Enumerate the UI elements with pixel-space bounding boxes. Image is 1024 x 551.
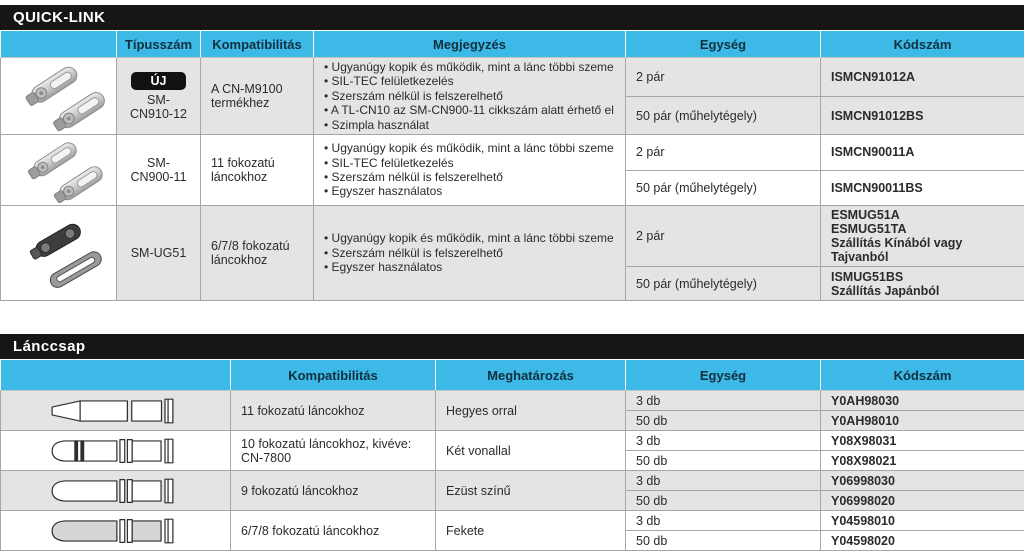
- unit-cell: 2 pár: [626, 58, 821, 97]
- code-value: ISMCN91012A: [831, 70, 1014, 84]
- product-photo-cell: [1, 135, 117, 206]
- note-bullet: • A TL-CN10 az SM-CN900-11 cikkszám alatt érhető el: [324, 103, 615, 117]
- code-value: ISMCN91012BS: [831, 109, 1014, 123]
- type-cell: SM-CN900-11: [117, 135, 201, 206]
- table-row: [1, 471, 1024, 491]
- note-bullet: • Ugyanúgy kopik és működik, mint a lánc többi szeme: [324, 141, 615, 155]
- lanccsap-header-row: [1, 360, 1024, 391]
- lanccsap-table: [0, 359, 1024, 551]
- quicklink-title-bar: [0, 5, 1024, 30]
- chain-pin-drawing-cell: [1, 471, 231, 511]
- code-cell: Y08X98031: [821, 431, 1024, 451]
- code-cell: Y04598010: [821, 511, 1024, 531]
- code-column-header: Kódszám: [821, 31, 1024, 58]
- product-photo-cell: [1, 58, 117, 135]
- unit-cell: 50 db: [626, 451, 821, 471]
- quicklink-table: [0, 30, 1024, 301]
- note-bullet: • SIL-TEC felületkezelés: [324, 74, 615, 88]
- compatibility-cell: 6/7/8 fokozatú láncokhoz: [231, 511, 436, 551]
- unit-cell: 3 db: [626, 511, 821, 531]
- compatibility-cell: 6/7/8 fokozatú láncokhoz: [201, 206, 314, 301]
- code-cell: [821, 267, 1024, 301]
- compatibility-cell: A CN-M9100 termékhez: [201, 58, 314, 135]
- code-cell: [821, 206, 1024, 267]
- chain-pin-drawing-cell: [1, 431, 231, 471]
- code-cell: [821, 135, 1024, 171]
- notes-cell: [314, 206, 626, 301]
- unit-column-header: Egység: [626, 31, 821, 58]
- code-cell: Y06998020: [821, 491, 1024, 511]
- note-bullet: • Szerszám nélkül is felszerelhető: [324, 170, 615, 184]
- code-value: ESMUG51TA: [831, 222, 1014, 236]
- type-cell: [117, 58, 201, 135]
- note-bullet: • Szerszám nélkül is felszerelhető: [324, 89, 615, 103]
- new-badge: ÚJ: [131, 72, 187, 90]
- unit-cell: 3 db: [626, 391, 821, 411]
- code-column-header: Kódszám: [821, 360, 1024, 391]
- chain-pin-black-drawing: [41, 517, 191, 545]
- code-cell: Y0AH98010: [821, 411, 1024, 431]
- table-row: [1, 431, 1024, 451]
- code-note: Szállítás Japánból: [831, 284, 1014, 298]
- unit-column-header: Egység: [626, 360, 821, 391]
- note-bullet: • Ugyanúgy kopik és működik, mint a lánc többi szeme: [324, 231, 615, 245]
- unit-cell: 3 db: [626, 471, 821, 491]
- chain-pin-pointed-drawing: [41, 397, 191, 425]
- compatibility-cell: 11 fokozatú láncokhoz: [201, 135, 314, 206]
- quick-link-photo: [11, 137, 123, 203]
- table-row: [1, 58, 1024, 97]
- unit-cell: 50 pár (műhelytégely): [626, 170, 821, 206]
- image-column-header: [1, 31, 117, 58]
- table-row: [1, 511, 1024, 531]
- code-cell: [821, 58, 1024, 97]
- chain-pin-drawing-cell: [1, 511, 231, 551]
- definition-cell: Két vonallal: [436, 431, 626, 471]
- chain-pin-two-lines-drawing: [41, 437, 191, 465]
- notes-cell: [314, 58, 626, 135]
- quicklink-header-row: [1, 31, 1024, 58]
- unit-cell: 2 pár: [626, 135, 821, 171]
- compatibility-column-header: Kompatibilitás: [201, 31, 314, 58]
- note-bullet: • Egyszer használatos: [324, 184, 615, 198]
- table-row: [1, 391, 1024, 411]
- type-number: SM-CN910-12: [127, 93, 190, 121]
- definition-cell: Hegyes orral: [436, 391, 626, 431]
- lanccsap-title: Lánccsap: [13, 338, 85, 355]
- chain-pin-silver-drawing: [41, 477, 191, 505]
- code-value: ISMUG51BS: [831, 270, 1014, 284]
- quick-link-photo-dark: [11, 215, 123, 292]
- code-value: ISMCN90011BS: [831, 181, 1014, 195]
- unit-cell: 50 db: [626, 411, 821, 431]
- notes-column-header: Megjegyzés: [314, 31, 626, 58]
- definition-cell: Ezüst színű: [436, 471, 626, 511]
- unit-cell: 50 db: [626, 491, 821, 511]
- compatibility-column-header: Kompatibilitás: [231, 360, 436, 391]
- note-bullet: • Egyszer használatos: [324, 260, 615, 274]
- image-column-header: [1, 360, 231, 391]
- code-cell: Y08X98021: [821, 451, 1024, 471]
- chain-pin-drawing-cell: [1, 391, 231, 431]
- code-value: ESMUG51A: [831, 208, 1014, 222]
- note-bullet: • Ugyanúgy kopik és működik, mint a lánc többi szeme: [324, 60, 615, 74]
- code-cell: [821, 97, 1024, 135]
- note-bullet: • Szerszám nélkül is felszerelhető: [324, 246, 615, 260]
- table-row: [1, 135, 1024, 171]
- unit-cell: 50 pár (műhelytégely): [626, 97, 821, 135]
- unit-cell: 50 db: [626, 531, 821, 551]
- code-cell: Y06998030: [821, 471, 1024, 491]
- definition-cell: Fekete: [436, 511, 626, 551]
- compatibility-cell: 9 fokozatú láncokhoz: [231, 471, 436, 511]
- code-cell: Y04598020: [821, 531, 1024, 551]
- definition-column-header: Meghatározás: [436, 360, 626, 391]
- quicklink-title: QUICK-LINK: [13, 9, 105, 26]
- quick-link-photo: [11, 61, 123, 131]
- product-photo-cell: [1, 206, 117, 301]
- unit-cell: 3 db: [626, 431, 821, 451]
- type-column-header: Típusszám: [117, 31, 201, 58]
- compatibility-cell: 11 fokozatú láncokhoz: [231, 391, 436, 431]
- notes-cell: [314, 135, 626, 206]
- note-bullet: • Szimpla használat: [324, 118, 615, 132]
- code-cell: [821, 170, 1024, 206]
- type-cell: SM-UG51: [117, 206, 201, 301]
- code-cell: Y0AH98030: [821, 391, 1024, 411]
- compatibility-cell: 10 fokozatú láncokhoz, kivéve: CN-7800: [231, 431, 436, 471]
- table-row: [1, 206, 1024, 267]
- unit-cell: 2 pár: [626, 206, 821, 267]
- code-value: ISMCN90011A: [831, 145, 1014, 159]
- lanccsap-title-bar: [0, 334, 1024, 359]
- unit-cell: 50 pár (műhelytégely): [626, 267, 821, 301]
- code-note: Szállítás Kínából vagy Tajvanból: [831, 236, 1014, 264]
- note-bullet: • SIL-TEC felületkezelés: [324, 156, 615, 170]
